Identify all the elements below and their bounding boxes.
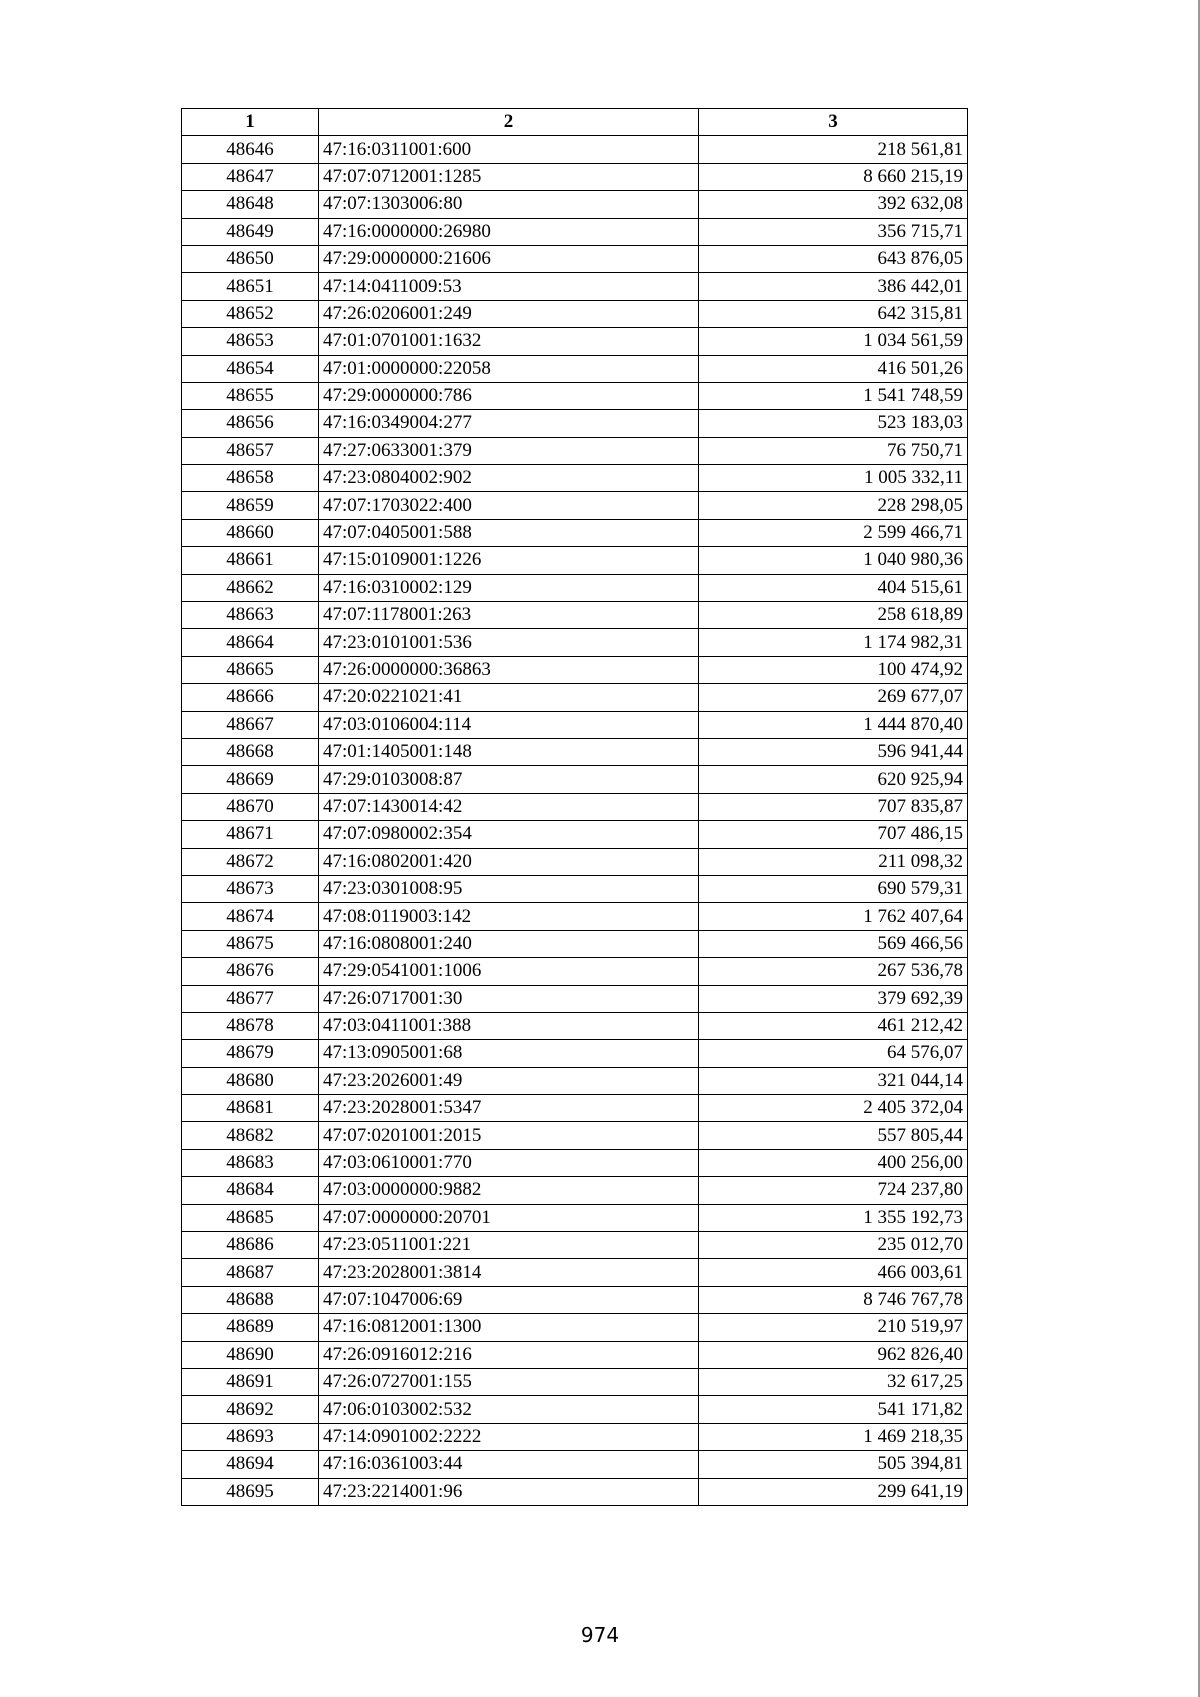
cadastral-number-cell: 47:29:0103008:87 [319,766,699,793]
value-cell: 8 746 767,78 [699,1286,968,1313]
cadastral-number-cell: 47:26:0000000:36863 [319,656,699,683]
value-cell: 2 405 372,04 [699,1095,968,1122]
value-cell: 690 579,31 [699,875,968,902]
table-row [182,602,968,629]
cadastral-number-cell: 47:07:0201001:2015 [319,1122,699,1149]
cadastral-number-cell: 47:16:0802001:420 [319,848,699,875]
row-number-cell: 48660 [182,519,319,546]
table-row [182,136,968,163]
cadastral-number-cell: 47:26:0717001:30 [319,985,699,1012]
cadastral-number-cell: 47:16:0311001:600 [319,136,699,163]
cadastral-number-cell: 47:23:0301008:95 [319,875,699,902]
cadastral-number-cell: 47:16:0000000:26980 [319,218,699,245]
value-cell: 100 474,92 [699,656,968,683]
table-row [182,958,968,985]
row-number-cell: 48684 [182,1177,319,1204]
table-row [182,163,968,190]
cadastral-number-cell: 47:07:1430014:42 [319,793,699,820]
table-row [182,382,968,409]
cadastral-number-cell: 47:07:0000000:20701 [319,1204,699,1231]
table-row [182,1314,968,1341]
cadastral-number-cell: 47:07:1303006:80 [319,191,699,218]
cadastral-number-cell: 47:16:0808001:240 [319,930,699,957]
value-cell: 267 536,78 [699,958,968,985]
value-cell: 557 805,44 [699,1122,968,1149]
table-row [182,273,968,300]
row-number-cell: 48666 [182,684,319,711]
table-row [182,629,968,656]
cadastral-number-cell: 47:16:0812001:1300 [319,1314,699,1341]
table-row [182,1396,968,1423]
table-row [182,684,968,711]
cadastral-number-cell: 47:23:0511001:221 [319,1232,699,1259]
header-col-2: 2 [319,109,699,136]
cadastral-number-cell: 47:03:0610001:770 [319,1149,699,1176]
row-number-cell: 48672 [182,848,319,875]
cadastral-number-cell: 47:13:0905001:68 [319,1040,699,1067]
cadastral-number-cell: 47:03:0000000:9882 [319,1177,699,1204]
row-number-cell: 48670 [182,793,319,820]
cadastral-number-cell: 47:26:0727001:155 [319,1368,699,1395]
table-row [182,1423,968,1450]
value-cell: 1 469 218,35 [699,1423,968,1450]
value-cell: 1 541 748,59 [699,382,968,409]
value-cell: 466 003,61 [699,1259,968,1286]
value-cell: 1 005 332,11 [699,465,968,492]
row-number-cell: 48656 [182,410,319,437]
table-row [182,218,968,245]
row-number-cell: 48685 [182,1204,319,1231]
value-cell: 416 501,26 [699,355,968,382]
row-number-cell: 48651 [182,273,319,300]
cadastral-number-cell: 47:23:2028001:3814 [319,1259,699,1286]
cadastral-number-cell: 47:16:0349004:277 [319,410,699,437]
value-cell: 643 876,05 [699,245,968,272]
row-number-cell: 48694 [182,1451,319,1478]
row-number-cell: 48661 [182,547,319,574]
value-cell: 64 576,07 [699,1040,968,1067]
value-cell: 210 519,97 [699,1314,968,1341]
value-cell: 541 171,82 [699,1396,968,1423]
cadastral-number-cell: 47:15:0109001:1226 [319,547,699,574]
table-row [182,191,968,218]
cadastral-number-cell: 47:16:0310002:129 [319,574,699,601]
cadastral-number-cell: 47:23:0804002:902 [319,465,699,492]
cadastral-number-cell: 47:07:1047006:69 [319,1286,699,1313]
table-body [182,136,968,1506]
cadastral-number-cell: 47:23:2026001:49 [319,1067,699,1094]
value-cell: 32 617,25 [699,1368,968,1395]
header-col-3: 3 [699,109,968,136]
cadastral-number-cell: 47:14:0411009:53 [319,273,699,300]
value-cell: 1 762 407,64 [699,903,968,930]
cadastral-number-cell: 47:01:0701001:1632 [319,328,699,355]
row-number-cell: 48669 [182,766,319,793]
table-row [182,1122,968,1149]
row-number-cell: 48688 [182,1286,319,1313]
table-row [182,492,968,519]
value-cell: 642 315,81 [699,300,968,327]
cadastral-number-cell: 47:01:1405001:148 [319,738,699,765]
table-row [182,328,968,355]
value-cell: 724 237,80 [699,1177,968,1204]
cadastral-number-cell: 47:07:0980002:354 [319,821,699,848]
value-cell: 620 925,94 [699,766,968,793]
value-cell: 321 044,14 [699,1067,968,1094]
cadastral-number-cell: 47:23:2028001:5347 [319,1095,699,1122]
header-row [182,109,968,136]
table-row [182,711,968,738]
value-cell: 400 256,00 [699,1149,968,1176]
row-number-cell: 48679 [182,1040,319,1067]
cadastral-number-cell: 47:03:0106004:114 [319,711,699,738]
table-row [182,793,968,820]
cadastral-number-cell: 47:07:1178001:263 [319,602,699,629]
table-row [182,903,968,930]
value-cell: 269 677,07 [699,684,968,711]
row-number-cell: 48689 [182,1314,319,1341]
value-cell: 379 692,39 [699,985,968,1012]
value-cell: 505 394,81 [699,1451,968,1478]
row-number-cell: 48673 [182,875,319,902]
value-cell: 76 750,71 [699,437,968,464]
table-row [182,1478,968,1505]
table-row [182,875,968,902]
value-cell: 235 012,70 [699,1232,968,1259]
table-row [182,465,968,492]
cadastral-number-cell: 47:07:0405001:588 [319,519,699,546]
row-number-cell: 48683 [182,1149,319,1176]
cadastral-number-cell: 47:23:2214001:96 [319,1478,699,1505]
table-row [182,985,968,1012]
table-header [182,109,968,136]
value-cell: 386 442,01 [699,273,968,300]
row-number-cell: 48662 [182,574,319,601]
value-cell: 1 040 980,36 [699,547,968,574]
value-cell: 211 098,32 [699,848,968,875]
row-number-cell: 48648 [182,191,319,218]
table-row [182,1067,968,1094]
row-number-cell: 48655 [182,382,319,409]
value-cell: 962 826,40 [699,1341,968,1368]
table-row [182,656,968,683]
value-cell: 596 941,44 [699,738,968,765]
value-cell: 404 515,61 [699,574,968,601]
row-number-cell: 48654 [182,355,319,382]
value-cell: 299 641,19 [699,1478,968,1505]
value-cell: 707 486,15 [699,821,968,848]
value-cell: 1 174 982,31 [699,629,968,656]
value-cell: 569 466,56 [699,930,968,957]
row-number-cell: 48659 [182,492,319,519]
value-cell: 258 618,89 [699,602,968,629]
cadastral-number-cell: 47:07:0712001:1285 [319,163,699,190]
value-cell: 8 660 215,19 [699,163,968,190]
row-number-cell: 48680 [182,1067,319,1094]
table-row [182,1095,968,1122]
table-row [182,1232,968,1259]
cadastral-number-cell: 47:23:0101001:536 [319,629,699,656]
row-number-cell: 48658 [182,465,319,492]
value-cell: 523 183,03 [699,410,968,437]
value-cell: 392 632,08 [699,191,968,218]
row-number-cell: 48664 [182,629,319,656]
page-number: 974 [580,1623,620,1647]
row-number-cell: 48653 [182,328,319,355]
row-number-cell: 48677 [182,985,319,1012]
table-row [182,519,968,546]
cadastral-number-cell: 47:03:0411001:388 [319,1012,699,1039]
cadastral-number-cell: 47:20:0221021:41 [319,684,699,711]
table-row [182,410,968,437]
value-cell: 356 715,71 [699,218,968,245]
cadastral-number-cell: 47:26:0206001:249 [319,300,699,327]
cadastral-number-cell: 47:29:0000000:21606 [319,245,699,272]
value-cell: 461 212,42 [699,1012,968,1039]
value-cell: 1 444 870,40 [699,711,968,738]
table-row [182,821,968,848]
value-cell: 1 355 192,73 [699,1204,968,1231]
row-number-cell: 48647 [182,163,319,190]
table-row [182,1149,968,1176]
row-number-cell: 48692 [182,1396,319,1423]
row-number-cell: 48676 [182,958,319,985]
row-number-cell: 48671 [182,821,319,848]
value-cell: 707 835,87 [699,793,968,820]
table-row [182,437,968,464]
value-cell: 2 599 466,71 [699,519,968,546]
table-row [182,738,968,765]
cadastral-number-cell: 47:27:0633001:379 [319,437,699,464]
row-number-cell: 48675 [182,930,319,957]
row-number-cell: 48674 [182,903,319,930]
table-row [182,1451,968,1478]
row-number-cell: 48681 [182,1095,319,1122]
table-row [182,300,968,327]
table-row [182,1286,968,1313]
row-number-cell: 48650 [182,245,319,272]
value-cell: 1 034 561,59 [699,328,968,355]
row-number-cell: 48665 [182,656,319,683]
row-number-cell: 48667 [182,711,319,738]
cadastral-number-cell: 47:29:0541001:1006 [319,958,699,985]
row-number-cell: 48646 [182,136,319,163]
table-row [182,574,968,601]
row-number-cell: 48652 [182,300,319,327]
table-row [182,245,968,272]
row-number-cell: 48691 [182,1368,319,1395]
table-row [182,1341,968,1368]
table-row [182,1259,968,1286]
cadastral-number-cell: 47:14:0901002:2222 [319,1423,699,1450]
cadastral-number-cell: 47:26:0916012:216 [319,1341,699,1368]
row-number-cell: 48668 [182,738,319,765]
row-number-cell: 48663 [182,602,319,629]
table-row [182,848,968,875]
table-row [182,1040,968,1067]
value-cell: 218 561,81 [699,136,968,163]
cadastral-number-cell: 47:01:0000000:22058 [319,355,699,382]
cadastral-number-cell: 47:16:0361003:44 [319,1451,699,1478]
table-row [182,1368,968,1395]
value-cell: 228 298,05 [699,492,968,519]
cadastral-number-cell: 47:07:1703022:400 [319,492,699,519]
table-row [182,1177,968,1204]
row-number-cell: 48695 [182,1478,319,1505]
table-row [182,766,968,793]
table-row [182,1204,968,1231]
row-number-cell: 48690 [182,1341,319,1368]
table-row [182,355,968,382]
cadastral-number-cell: 47:08:0119003:142 [319,903,699,930]
row-number-cell: 48682 [182,1122,319,1149]
row-number-cell: 48687 [182,1259,319,1286]
row-number-cell: 48693 [182,1423,319,1450]
header-col-1: 1 [182,109,319,136]
row-number-cell: 48657 [182,437,319,464]
row-number-cell: 48649 [182,218,319,245]
table-row [182,1012,968,1039]
cadastral-number-cell: 47:06:0103002:532 [319,1396,699,1423]
cadastral-number-cell: 47:29:0000000:786 [319,382,699,409]
row-number-cell: 48686 [182,1232,319,1259]
table-row [182,930,968,957]
cadastral-value-table [181,108,968,1506]
row-number-cell: 48678 [182,1012,319,1039]
table-row [182,547,968,574]
